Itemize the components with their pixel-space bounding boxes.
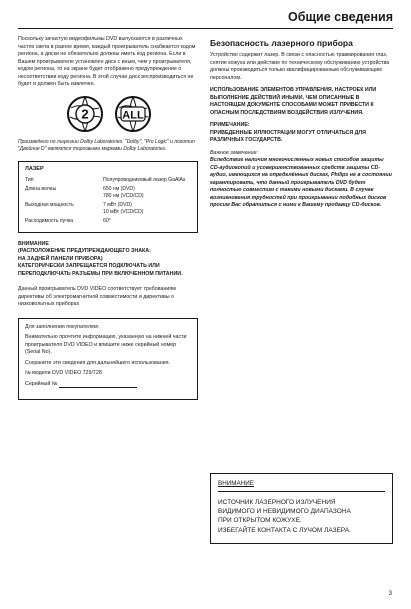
- warning-line: ИЗБЕГАЙТЕ КОНТАКТА С ЛУЧОМ ЛАЗЕРА.: [218, 526, 351, 534]
- region-2-globe-icon: [66, 95, 104, 133]
- region-code-paragraph: Поскольку зачастую видеофильмы DVD выпускаются в различных частях света в разное время, каждый проигрыватель снабжается кодом региона, а диски не обязательно должны иметь код региона. Если в Вашем проигрывателе установлен диск с иным, чем у проигрывателя, кодом региона, то на экране будет отображено предупреждение о несоответствии коду региона. В этой случае диск воспроизводиться не будет и должен быть извлечен.: [18, 36, 196, 87]
- owner-keep-note: Сохраните эти сведения для дальнейшего использования.: [25, 359, 170, 366]
- page-number: 3: [388, 591, 392, 597]
- laser-row-key: Расходимость пучка: [25, 217, 74, 224]
- laser-warning-box: [210, 473, 393, 544]
- laser-row-value: 60°: [103, 217, 111, 224]
- laser-row: [25, 177, 191, 184]
- laser-row-key: Длина волны: [25, 185, 57, 192]
- note-label: ПРИМЕЧАНИЕ:: [210, 122, 250, 128]
- important-label: Важное замечание:: [210, 149, 258, 156]
- warning-box-title: ВНИМАНИЕ: [218, 480, 254, 487]
- laser-row-value: Полупроводниковый лазер GaAlAs: [103, 176, 186, 183]
- laser-row-value: 650 нм (DVD) 780 нм (VCD/CD): [103, 185, 144, 199]
- serial-blank: [59, 382, 137, 388]
- left-column: [18, 36, 198, 400]
- region-logos: [66, 95, 198, 133]
- laser-row: [25, 202, 191, 216]
- laser-spec-box: [18, 161, 198, 233]
- laser-row-key: Тип: [25, 176, 34, 183]
- laser-intro: Устройство содержит лазер. В связи с опасностью травмирования глаз, снятие кожуха или действие по техническому обслуживанию устройства должны производиться только квалифицированным обслуживающим персоналом.: [210, 52, 390, 81]
- title-rule: [18, 28, 393, 29]
- warning-line: ВИДИМОГО И НЕВИДИМОГО ДИАПАЗОНА: [218, 508, 351, 516]
- region-all-label: ALL: [122, 109, 144, 121]
- warning-line: ПРИ ОТКРЫТОМ КОЖУХЕ.: [218, 517, 302, 525]
- attention-warning: ВНИМАНИЕ (РАСПОЛОЖЕНИЕ ПРЕДУПРЕЖДАЮЩЕГО ЗНАКА: НА ЗАДНЕЙ ПАНЕЛИ ПРИБОРА) КАТЕГОРИЧЕСКИ ЗАПРЕЩАЕТСЯ ПОДКЛЮЧАТЬ ИЛИ ПЕРЕПОДКЛЮЧАТЬ РАЗЪЕМЫ ПРИ ВКЛЮЧЕННОМ ПИТАНИИ.: [18, 240, 183, 277]
- important-text: Вследствие наличия многочисленных новых способов защиты CD-аудиокопий и усовершенствованных средств защиты CD-аудио, имеющихся на определённых дисках, Philips не в состоянии гарантировать, что данный проигрыватель DVD будет полностью совместим с такими новыми дисками. В случае возникновения трудностей при проигрывании подобных дисков просим Вас обратиться с ними к Вашему продавцу CD-дисков.: [210, 157, 392, 208]
- dolby-credit: Произведено по лицензии Dolby Laboratories. "Dolby", "Pro Logic" и логотип "Двойное D" являются торговыми марками Dolby Laboratories.: [18, 138, 195, 152]
- note-text: ПРИВЕДЕННЫЕ ИЛЛЮСТРАЦИИ МОГУТ ОТЛИЧАТЬСЯ ДЛЯ РАЗЛИЧНЫХ ГОСУДАРСТВ.: [210, 129, 366, 143]
- owner-heading: Для заполнения покупателем:: [25, 323, 100, 330]
- warning-box-rule: [218, 491, 385, 492]
- serial-line: [25, 381, 191, 389]
- model-line: № модели DVD VIDEO 729/728: [25, 370, 102, 376]
- laser-row: [25, 218, 191, 225]
- laser-row: [25, 186, 191, 200]
- laser-row-value: 7 мВт (DVD) 10 мВт (VCD/CD): [103, 201, 144, 215]
- page-title: Общие сведения: [288, 10, 393, 24]
- compliance-note: Данный проигрыватель DVD VIDEO соответствует требованиям директивы об электромагнитной совместимости и директивы о низковольтных приборах: [18, 286, 176, 307]
- right-column: [210, 36, 393, 215]
- laser-row-key: Выходная мощность: [25, 201, 74, 208]
- region-all-globe-icon: [114, 95, 152, 133]
- serial-label: Серийный №: [25, 380, 58, 387]
- owner-instructions: Внимательно прочтите информацию, указанную на нижней части проигрывателя DVD VIDEO и впишите ниже серийный номер (Serial No).: [25, 334, 187, 355]
- laser-heading: ЛАЗЕР: [25, 165, 44, 172]
- section-title: Безопасность лазерного прибора: [210, 38, 353, 48]
- region-code-number: 2: [81, 106, 89, 121]
- warning-line: ИСТОЧНИК ЛАЗЕРНОГО ИЗЛУЧЕНИЯ: [218, 499, 336, 506]
- owner-record-box: [18, 318, 198, 401]
- caps-warning: ИСПОЛЬЗОВАНИЕ ЭЛЕМЕНТОВ УПРАВЛЕНИЯ, НАСТРОЕК ИЛИ ВЫПОЛНЕНИЕ ДЕЙСТВИЙ ИНЫМИ, ЧЕМ ОПИСАННЫЕ В НАСТОЯЩЕМ ДОКУМЕНТЕ СПОСОБАМИ МОЖЕТ ПРИВЕСТИ К ОПАСНЫМ ПОСЛЕДСТВИЯМ ВОЗДЕЙСТВИЯ ИЗЛУЧЕНИЯ.: [210, 87, 377, 116]
